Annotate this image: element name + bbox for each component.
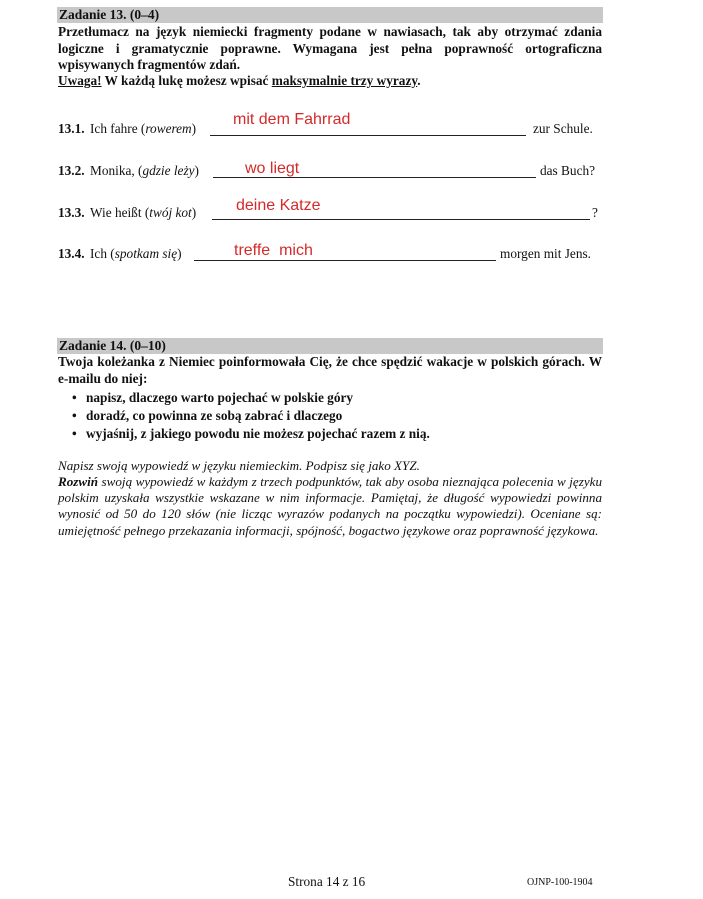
item-number: 13.2. (58, 163, 85, 178)
handwritten-answer-1: mit dem Fahrrad (233, 111, 351, 128)
task-14-instruction (58, 474, 602, 539)
item-prompt: Ich (spotkam się) (90, 246, 182, 261)
note-label: Uwaga! (58, 73, 102, 88)
task-14-bullet-list (72, 389, 430, 443)
item-suffix: ? (592, 205, 598, 220)
handwritten-answer-4: treffe mich (234, 242, 313, 259)
note-text-1: W każdą lukę możesz wpisać (101, 73, 272, 88)
list-item: • napisz, dlaczego warto pojechać w polskie góry (72, 389, 430, 407)
item-hint: spotkam się (114, 246, 178, 261)
list-item: • doradź, co powinna ze sobą zabrać i dlaczego (72, 407, 430, 425)
page-number: Strona 14 z 16 (288, 874, 366, 889)
document-code: OJNP-100-1904 (527, 877, 593, 888)
item-prompt: Monika, (gdzie leży) (90, 163, 199, 178)
item-hint: twój kot (149, 205, 192, 220)
task-13-item-2 (58, 161, 604, 181)
task-13-instruction-text: Przetłumacz na język niemiecki fragmenty podane w nawiasach, tak aby otrzymać zdania logiczne i gramatycznie poprawne. Wymagana jest pełna poprawność ortograficzna wpisywanych fragmentów zdań. (58, 24, 602, 72)
task-14-intro (58, 354, 602, 387)
item-hint: rowerem (145, 121, 192, 136)
task-14-instruction-line1: Napisz swoją wypowiedź w języku niemieckim. Podpisz się jako XYZ. (58, 458, 420, 473)
instruction-bold: Rozwiń (58, 474, 99, 489)
answer-line[interactable] (212, 219, 590, 220)
task-13-item-3 (58, 203, 604, 223)
item-suffix: das Buch? (540, 163, 596, 178)
task-13-instruction (58, 24, 602, 74)
item-number: 13.4. (58, 246, 85, 261)
task-13-header: Zadanie 13. (0–4) (57, 7, 603, 23)
item-suffix: morgen mit Jens. (500, 246, 591, 261)
handwritten-answer-2: wo liegt (245, 160, 300, 177)
task-13-item-4 (58, 244, 604, 264)
item-hint: gdzie leży (142, 163, 195, 178)
task-14-intro-text: Twoja koleżanka z Niemiec poinformowała Cię, że chce spędzić wakacje w polskich górach. W e-mailu do niej: (58, 354, 602, 386)
instruction-rest: swoją wypowiedź w każdym z trzech podpunktów, tak aby osoba nieznająca polecenia w języku polskim uzyskała wszystkie wskazane w nim informacje. Pamiętaj, że długość wypowiedzi powinna wynosić od 50 do 120 słów (nie licząc wyrazów podanych na początku wypowiedzi). Oceniane są: umiejętność pełnego przekazania informacji, spójność, bogactwo językowe oraz poprawność językowa. (58, 474, 602, 538)
task-14-header: Zadanie 14. (0–10) (57, 338, 603, 354)
item-prompt: Wie heißt (twój kot) (90, 205, 197, 220)
note-text-2: . (417, 73, 421, 88)
task-13-note (58, 73, 421, 89)
item-suffix: zur Schule. (533, 121, 593, 136)
handwritten-answer-3: deine Katze (236, 197, 321, 214)
list-item: • wyjaśnij, z jakiego powodu nie możesz pojechać razem z nią. (72, 425, 430, 443)
item-prompt: Ich fahre (rowerem) (90, 121, 197, 136)
item-number: 13.1. (58, 121, 85, 136)
answer-line[interactable] (194, 260, 496, 261)
note-emphasis: maksymalnie trzy wyrazy (271, 73, 418, 88)
answer-line[interactable] (210, 135, 526, 136)
item-number: 13.3. (58, 205, 85, 220)
